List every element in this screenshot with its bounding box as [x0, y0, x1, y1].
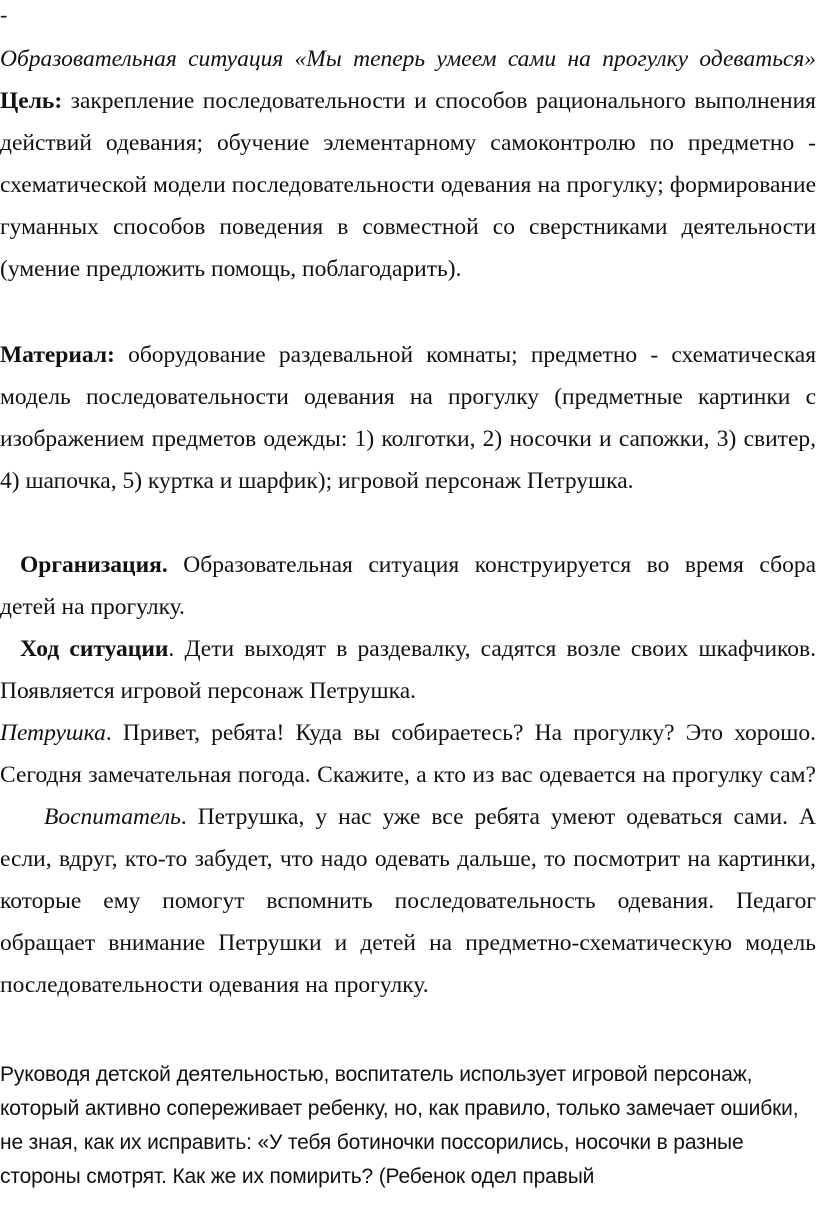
paragraph-guidance	[0, 1058, 816, 1194]
speaker-petrushka: Петрушка	[0, 720, 106, 746]
organization-text: Образовательная ситуация конструируется во время сбора детей на прогулку.	[0, 552, 816, 620]
paragraph-material	[0, 334, 816, 502]
goal-label: Цель:	[0, 88, 63, 114]
course-text: . Дети выходят в раздевалку, садятся возле своих шкафчиков. Появляется игровой персонаж Петрушка.	[0, 636, 816, 704]
speaker-teacher: Воспитатель	[44, 804, 181, 830]
paragraph-organization	[0, 544, 816, 628]
paragraph-course	[0, 628, 816, 712]
goal-text: закрепление последовательности и способов рационального выполнения действий одевания; обучение элементарному самоконтролю по предметно - схематической модели последовательности одевания на прогулку; формирование гуманных способов поведения в совместной со сверстниками деятельности (умение предложить помощь, поблагодарить).	[0, 88, 816, 282]
situation-title: Образовательная ситуация «Мы теперь умеем сами на прогулку одеваться»	[0, 46, 816, 72]
petrushka-speech: . Привет, ребята! Куда вы собираетесь? На прогулку? Это хорошо. Сегодня замечательная погода. Скажите, а кто из вас одевается на прогулку сам?	[0, 720, 816, 788]
paragraph-dialogue	[0, 712, 816, 1006]
material-label: Материал:	[0, 342, 115, 368]
teacher-speech: . Петрушка, у нас уже все ребята умеют одеваться сами. А если, вдруг, кто-то забудет, что надо одевать дальше, то посмотрит на картинки, которые ему помогут вспомнить последовательность одевания. Педагог обращает внимание Петрушки и детей на предметно-схематическую модель последовательности одевания на прогулку.	[0, 804, 816, 998]
paragraph-goal	[0, 38, 816, 290]
organization-label: Организация.	[20, 552, 168, 578]
guidance-text: Руководя детской деятельностью, воспитатель использует игровой персонаж, который активно сопереживает ребенку, но, как правило, только замечает ошибки, не зная, как их исправить: «У тебя ботиночки поссорились, носочки в разные стороны смотрят. Как же их помирить? (Ребенок одел правый	[0, 1063, 799, 1188]
material-text: оборудование раздевальной комнаты; предметно - схематическая модель последовательности одевания на прогулку (предметные картинки с изображением предметов одежды: 1) колготки, 2) носочки и сапожки, 3) свитер, 4) шапочка, 5) куртка и шарфик); игровой персонаж Петрушка.	[0, 342, 816, 494]
course-label: Ход ситуации	[20, 636, 169, 662]
top-dash-mark: -	[0, 2, 8, 27]
